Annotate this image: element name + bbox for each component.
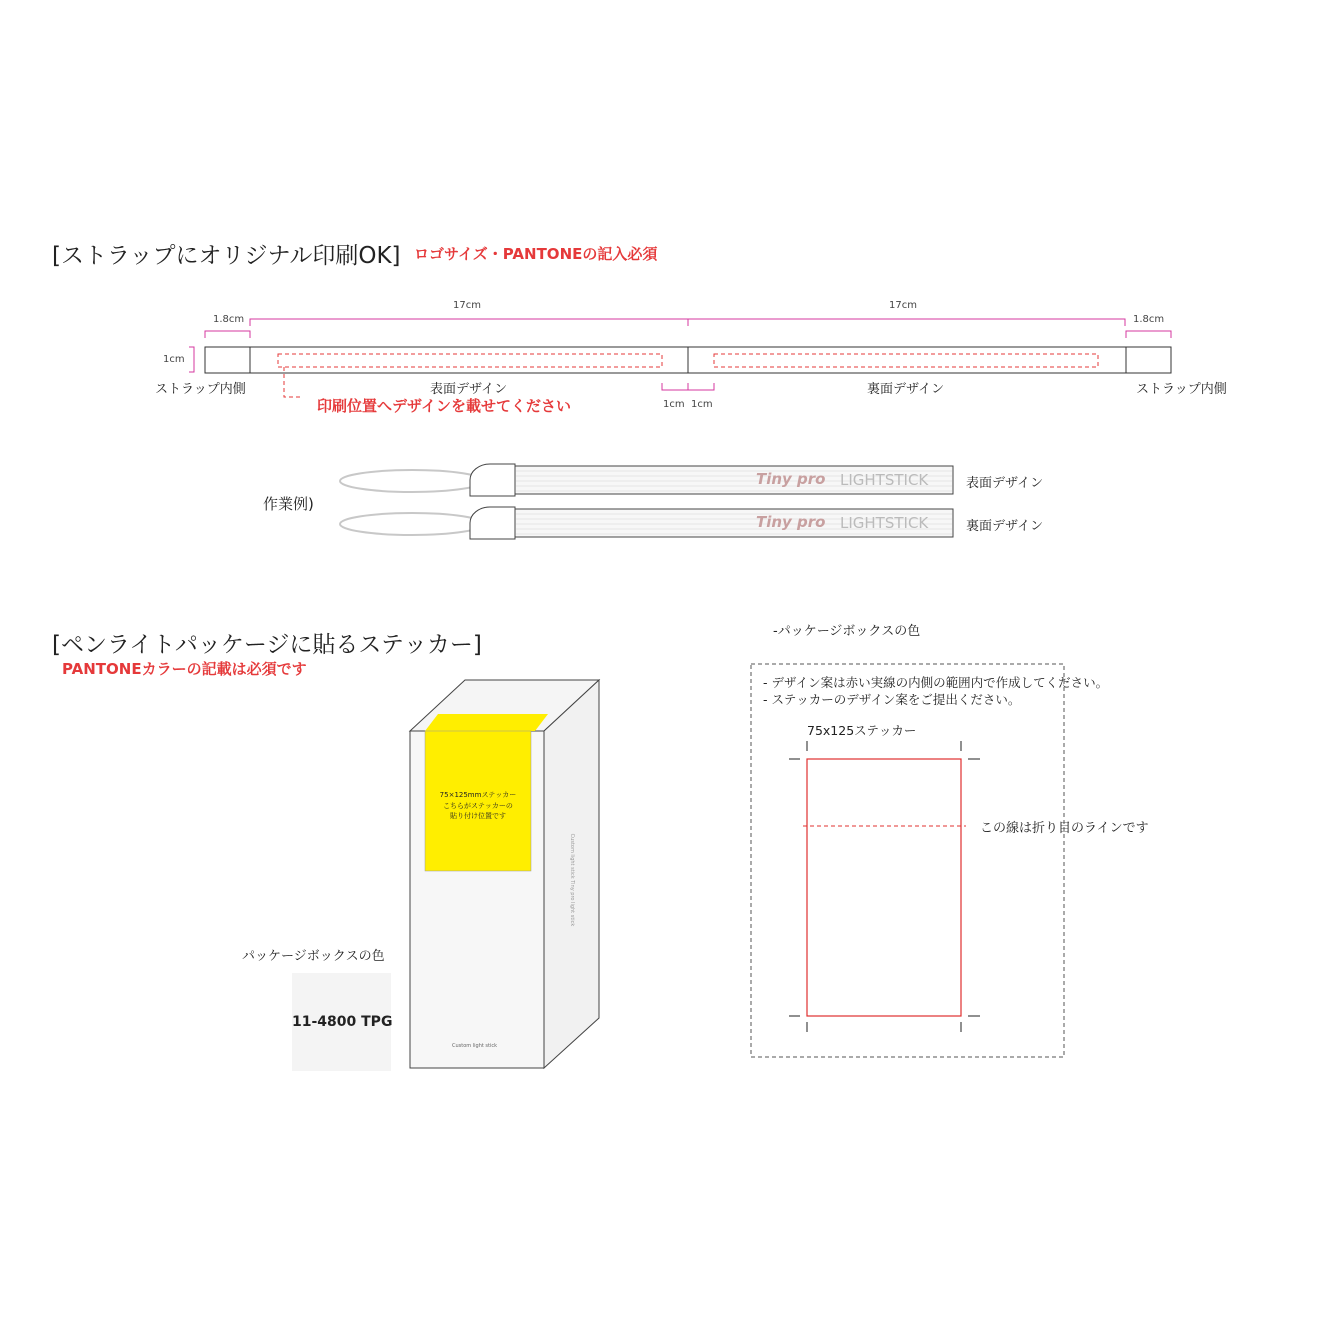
fold-line-label: この線は折り目のラインです [980,821,1149,836]
margin-left-label: 1cm [663,399,685,410]
example-label: 作業例) [263,495,314,513]
margin-right-label: 1cm [691,399,713,410]
template-instruction-2: - ステッカーのデザイン案をご提出ください。 [763,692,1021,707]
dimension-lines [189,319,1171,372]
dim-left-end: 1.8cm [213,314,245,325]
strap-section-note: ロゴサイズ・PANTONEの記入必須 [414,245,658,263]
margin-brackets [662,383,714,390]
sticker-size-label: 75x125ステッカー [807,723,917,738]
sticker-section-note: PANTONEカラーの記載は必須です [62,660,307,678]
box-front-text: Custom light stick [452,1043,498,1049]
sticker-text-line-3: 貼り付け位置です [450,812,506,820]
label-inner-right: ストラップ内側 [1136,382,1227,397]
dim-height: 1cm [163,354,185,365]
template-instruction-1: - デザイン案は赤い実線の内側の範囲内で作成してください。 [763,675,1109,690]
logo-light-front: LIGHTSTICK [840,471,929,489]
box-color-value: 11-4800 TPG [292,1014,393,1030]
sticker-placement-text [425,790,531,822]
print-position-note: 印刷位置へデザインを載せてください [317,397,571,415]
sticker-text-line-1: 75×125mmステッカー [439,791,517,799]
box-color-label: パッケージボックスの色 [242,949,385,964]
logo-bold-front: Tiny pro [756,470,826,488]
example-back-label: 裏面デザイン [966,519,1044,534]
example-front-label: 表面デザイン [966,476,1044,491]
label-front-design: 表面デザイン [430,382,508,397]
sticker-section-title: [ペンライトパッケージに貼るステッカー] [52,632,482,658]
crop-marks [789,741,980,1032]
sticker-text-line-2: こちらがステッカーの [443,801,513,810]
strap-section-title: [ストラップにオリジナル印刷OK] [52,243,401,269]
dim-right-end: 1.8cm [1133,314,1165,325]
logo-light-back: LIGHTSTICK [840,514,929,532]
strap-outline [205,347,1171,373]
dim-front: 17cm [453,300,481,311]
sticker-trim [807,759,961,1016]
label-inner-left: ストラップ内側 [155,382,246,397]
template-heading: -パッケージボックスの色 [773,624,921,639]
logo-bold-back: Tiny pro [756,513,826,531]
box-side-text: Custom light stick Tiny pro light stick [569,833,575,927]
label-back-design: 裏面デザイン [867,382,945,397]
dim-back: 17cm [889,300,917,311]
